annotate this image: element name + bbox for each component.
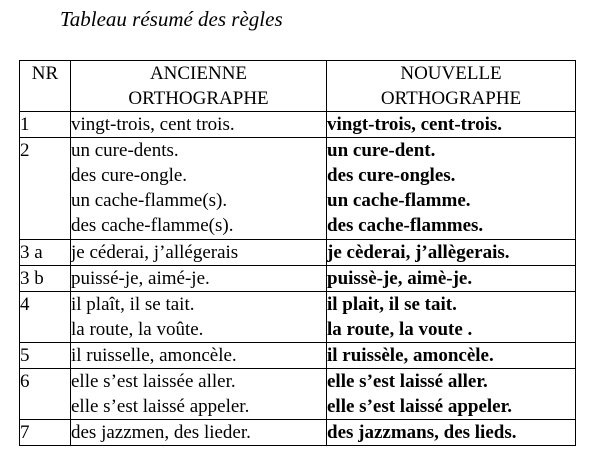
header-old-spelling: [71, 61, 327, 112]
new-spelling-line: vingt-trois, cent-trois.: [327, 114, 503, 135]
old-spelling-line: un cache-flamme(s).: [71, 190, 228, 211]
new-spelling-cell: [327, 112, 576, 138]
new-spelling-line: des cure-ongles.: [327, 165, 456, 186]
new-spelling-cell: [327, 240, 576, 266]
new-spelling-cell: [327, 138, 576, 240]
new-spelling-cell: [327, 369, 576, 420]
old-spelling-line: puissé-je, aimé-je.: [71, 268, 210, 289]
rule-number: 6: [20, 369, 71, 420]
header-new-line1: NOUVELLE: [400, 63, 502, 84]
new-spelling-cell: [327, 266, 576, 292]
old-spelling-cell: [71, 343, 327, 369]
old-spelling-line: vingt-trois, cent trois.: [71, 114, 235, 135]
rule-number: 5: [20, 343, 71, 369]
old-spelling-cell: [71, 369, 327, 420]
table-row: [20, 112, 576, 138]
header-nr-label: NR: [31, 63, 59, 84]
old-spelling-line: des cure-ongle.: [71, 165, 188, 186]
table-row: [20, 138, 576, 240]
new-spelling-cell: [327, 343, 576, 369]
new-spelling-line: un cure-dent.: [327, 140, 436, 161]
old-spelling-cell: [71, 420, 327, 446]
header-old-line2: ORTHOGRAPHE: [128, 88, 269, 109]
table-row: [20, 266, 576, 292]
table-caption: Tableau résumé des règles: [60, 7, 283, 31]
old-spelling-line: je céderai, j’allégerais: [71, 242, 239, 263]
new-spelling-line: je cèderai, j’allègerais.: [327, 242, 510, 263]
header-old-line1: ANCIENNE: [149, 63, 248, 84]
new-spelling-cell: [327, 420, 576, 446]
old-spelling-line: des cache-flamme(s).: [71, 215, 234, 236]
old-spelling-line: des jazzmen, des lieder.: [71, 422, 251, 443]
old-spelling-cell: [71, 266, 327, 292]
table-row: [20, 240, 576, 266]
old-spelling-line: un cure-dents.: [71, 140, 179, 161]
new-spelling-cell: [327, 292, 576, 343]
new-spelling-line: il ruissèle, amoncèle.: [327, 345, 494, 366]
table-row: [20, 292, 576, 343]
new-spelling-line: la route, la voute .: [327, 319, 473, 340]
rule-number: 3 b: [20, 266, 71, 292]
new-spelling-line: des jazzmans, des lieds.: [327, 422, 517, 443]
new-spelling-line: un cache-flamme.: [327, 190, 471, 211]
rule-number: 7: [20, 420, 71, 446]
old-spelling-cell: [71, 240, 327, 266]
rule-number: 2: [20, 138, 71, 240]
old-spelling-cell: [71, 112, 327, 138]
new-spelling-line: des cache-flammes.: [327, 215, 484, 236]
header-new-spelling: [327, 61, 576, 112]
old-spelling-line: il ruisselle, amoncèle.: [71, 345, 237, 366]
rule-number: 3 a: [20, 240, 71, 266]
new-spelling-line: elle s’est laissé aller.: [327, 371, 488, 392]
old-spelling-line: elle s’est laissé appeler.: [71, 396, 250, 417]
header-new-line2: ORTHOGRAPHE: [380, 88, 522, 109]
new-spelling-line: puissè-je, aimè-je.: [327, 268, 473, 289]
table-row: [20, 369, 576, 420]
new-spelling-line: elle s’est laissé appeler.: [327, 396, 513, 417]
new-spelling-line: il plait, il se tait.: [327, 294, 457, 315]
old-spelling-line: elle s’est laissée aller.: [71, 371, 236, 392]
old-spelling-line: il plaît, il se tait.: [71, 294, 195, 315]
table-row: [20, 420, 576, 446]
old-spelling-cell: [71, 138, 327, 240]
rules-summary-table: [19, 60, 576, 446]
old-spelling-cell: [71, 292, 327, 343]
rule-number: 4: [20, 292, 71, 343]
rule-number: 1: [20, 112, 71, 138]
table-header-row: [20, 61, 576, 112]
header-nr: [20, 61, 71, 112]
old-spelling-line: la route, la voûte.: [71, 319, 204, 340]
table-row: [20, 343, 576, 369]
